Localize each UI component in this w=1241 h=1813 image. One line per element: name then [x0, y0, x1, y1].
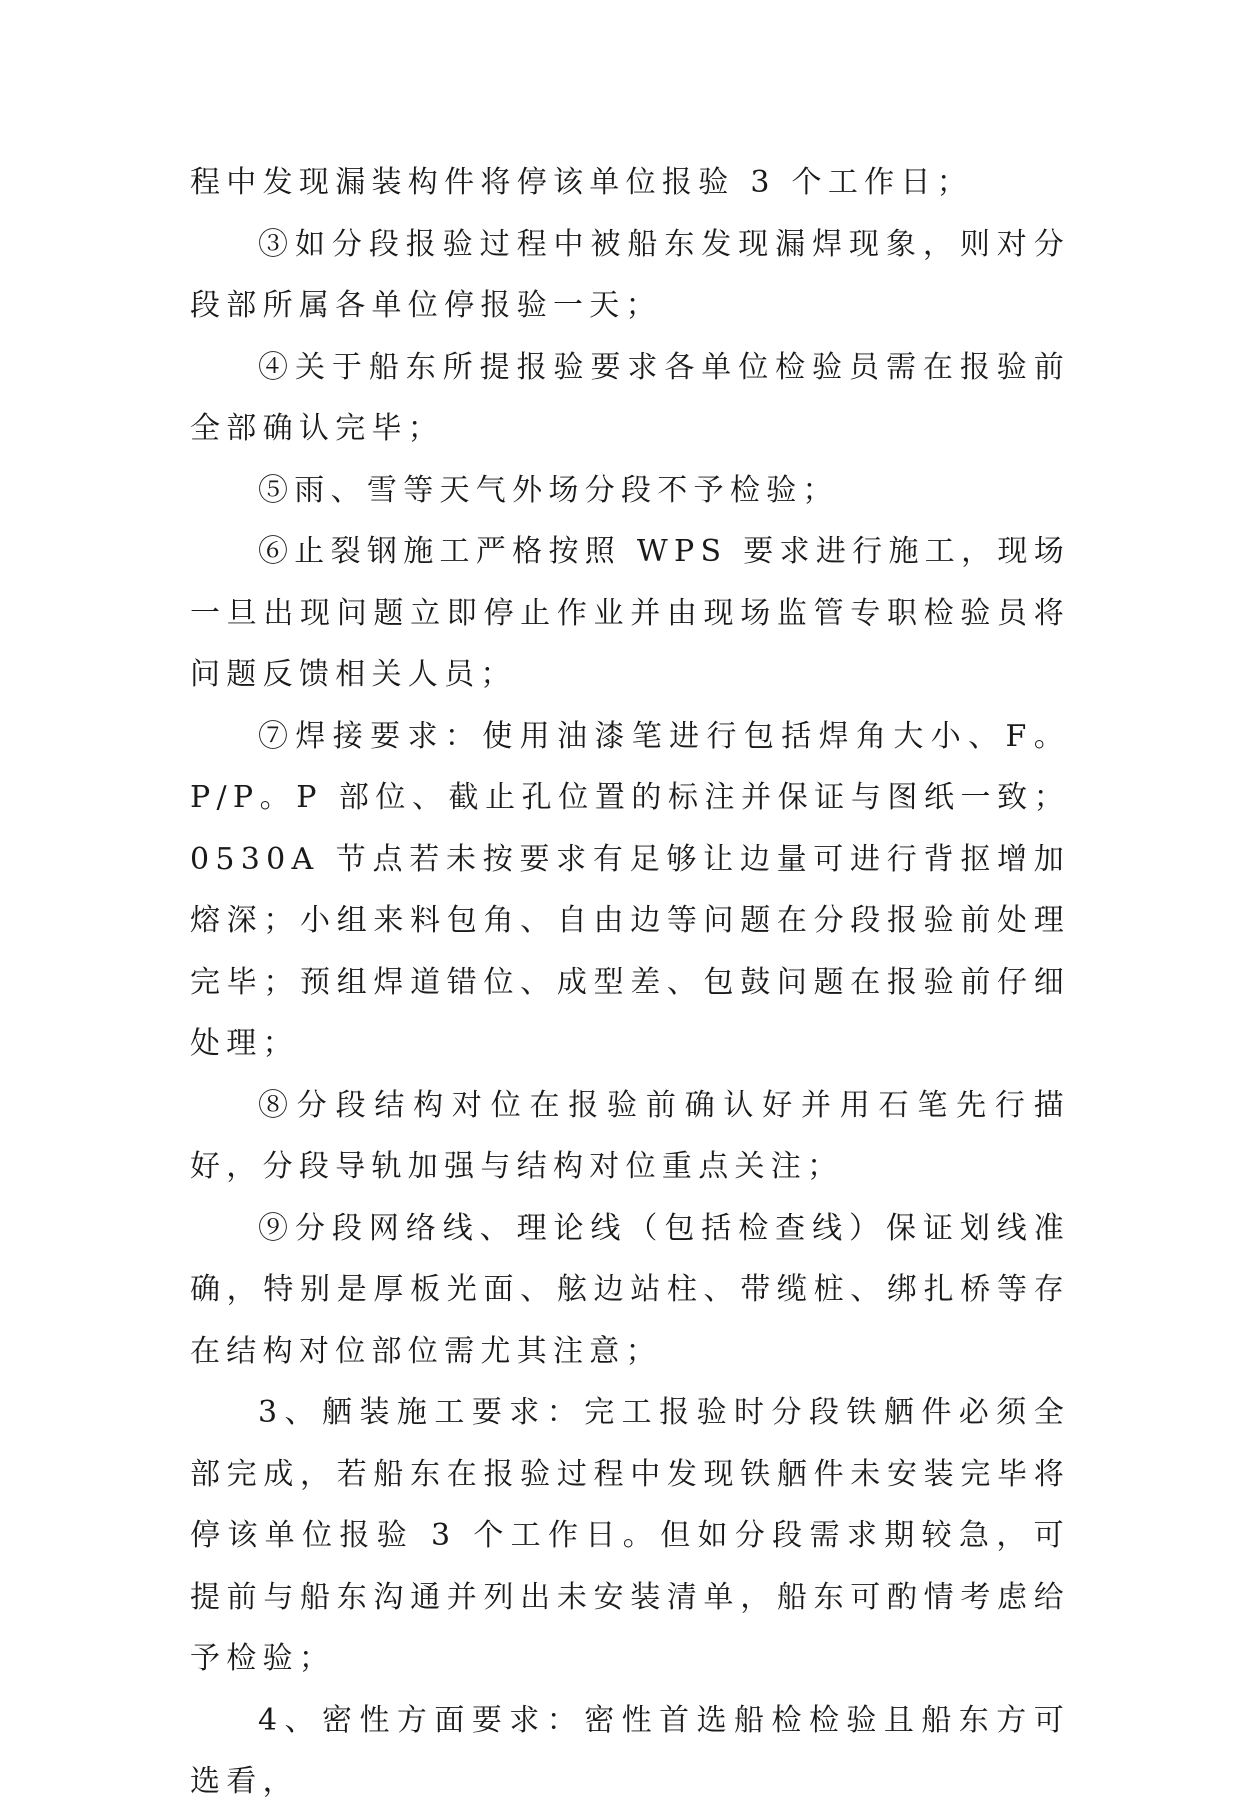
- paragraph-6: ⑦焊接要求：使用油漆笔进行包括焊角大小、F。P/P。P 部位、截止孔位置的标注并保证与图纸一致；0530A 节点若未按要求有足够让边量可进行背抠增加熔深；小组来料包角、自由边等问题在分段报验前处理完毕；预组焊道错位、成型差、包鼓问题在报验前仔细处理；: [190, 718, 1070, 1061]
- paragraph-3: ④关于船东所提报验要求各单位检验员需在报验前全部确认完毕；: [190, 349, 1070, 446]
- paragraph-7: ⑧分段结构对位在报验前确认好并用石笔先行描好，分段导轨加强与结构对位重点关注；: [190, 1087, 1070, 1184]
- paragraph-9: 3、舾装施工要求：完工报验时分段铁舾件必须全部完成，若船东在报验过程中发现铁舾件未安装完毕将停该单位报验 3 个工作日。但如分段需求期较急，可提前与船东沟通并列出未安装清单，船东可酌情考虑给予检验；: [190, 1395, 1070, 1676]
- document-body: [190, 152, 1070, 1813]
- paragraph-4: ⑤雨、雪等天气外场分段不予检验；: [258, 472, 839, 508]
- paragraph-5: ⑥止裂钢施工严格按照 WPS 要求进行施工，现场一旦出现问题立即停止作业并由现场监管专职检验员将问题反馈相关人员；: [190, 534, 1070, 692]
- paragraph-1: 程中发现漏装构件将停该单位报验 3 个工作日；: [190, 165, 974, 200]
- paragraph-2: ③如分段报验过程中被船东发现漏焊现象，则对分段部所属各单位停报验一天；: [190, 226, 1070, 323]
- paragraph-10: 4、密性方面要求：密性首选船检检验且船东方可选看，: [190, 1702, 1070, 1799]
- paragraph-8: ⑨分段网络线、理论线（包括检查线）保证划线准确，特别是厚板光面、舷边站柱、带缆桩、绑扎桥等存在结构对位部位需尤其注意；: [190, 1210, 1070, 1369]
